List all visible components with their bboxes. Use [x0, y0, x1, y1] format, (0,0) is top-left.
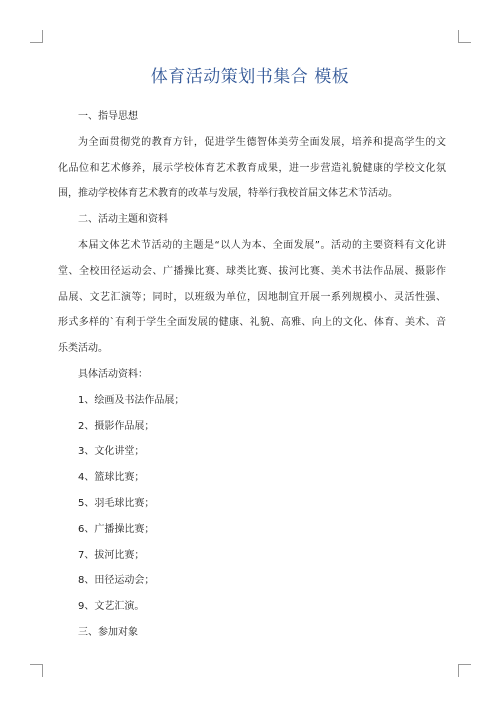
paragraph-line: 本届文体艺术节活动的主题是“以人为本、全面发展”。活动的主要资料有文化讲 [78, 239, 446, 251]
page-corner-mark-bottom-left [30, 664, 43, 677]
paragraph-line: 化品位和艺术修养，展示学校体育艺术教育成果，进一步营造礼貌健康的学校文化氛 [58, 162, 446, 174]
list-item: 3、文化讲堂； [78, 446, 145, 458]
section-heading-participants: 三、参加对象 [78, 626, 138, 638]
paragraph-line: 为全面贯彻党的教育方针，促进学生德智体美劳全面发展，培养和提高学生的文 [78, 136, 446, 148]
list-item: 2、摄影作品展； [78, 420, 155, 432]
document-body [58, 104, 446, 646]
list-item: 6、广播操比赛； [78, 523, 155, 535]
list-item: 7、拔河比赛； [78, 549, 145, 561]
paragraph-line: 围，推动学校体育艺术教育的改革与发展，特举行我校首届文体艺术节活动。 [58, 188, 398, 200]
page-corner-mark-top-right [458, 30, 471, 43]
list-item: 9、文艺汇演。 [78, 601, 145, 613]
paragraph-line: 品展、文艺汇演等；同时，以班级为单位，因地制宜开展一系列规模小、灵活性强、 [58, 291, 446, 303]
document-title: 体育活动策划书集合 模板 [150, 67, 350, 87]
list-item: 4、篮球比赛； [78, 472, 145, 484]
page-corner-mark-bottom-right [458, 664, 471, 677]
section-heading-theme-and-content: 二、活动主题和资料 [78, 214, 168, 226]
list-item: 5、羽毛球比赛； [78, 497, 155, 509]
paragraph-line: 堂、全校田径运动会、广播操比赛、球类比赛、拔河比赛、美术书法作品展、摄影作 [58, 265, 446, 277]
paragraph-line: 形式多样的`有利于学生全面发展的健康、礼貌、高雅、向上的文化、体育、美术、音 [58, 317, 446, 329]
list-item: 1、绘画及书法作品展； [78, 394, 185, 406]
activity-list-intro: 具体活动资料： [78, 368, 148, 380]
list-item: 8、田径运动会； [78, 575, 155, 587]
paragraph-line: 乐类活动。 [58, 343, 108, 355]
page-corner-mark-top-left [30, 30, 43, 43]
section-heading-guiding-ideology: 一、指导思想 [78, 111, 138, 122]
